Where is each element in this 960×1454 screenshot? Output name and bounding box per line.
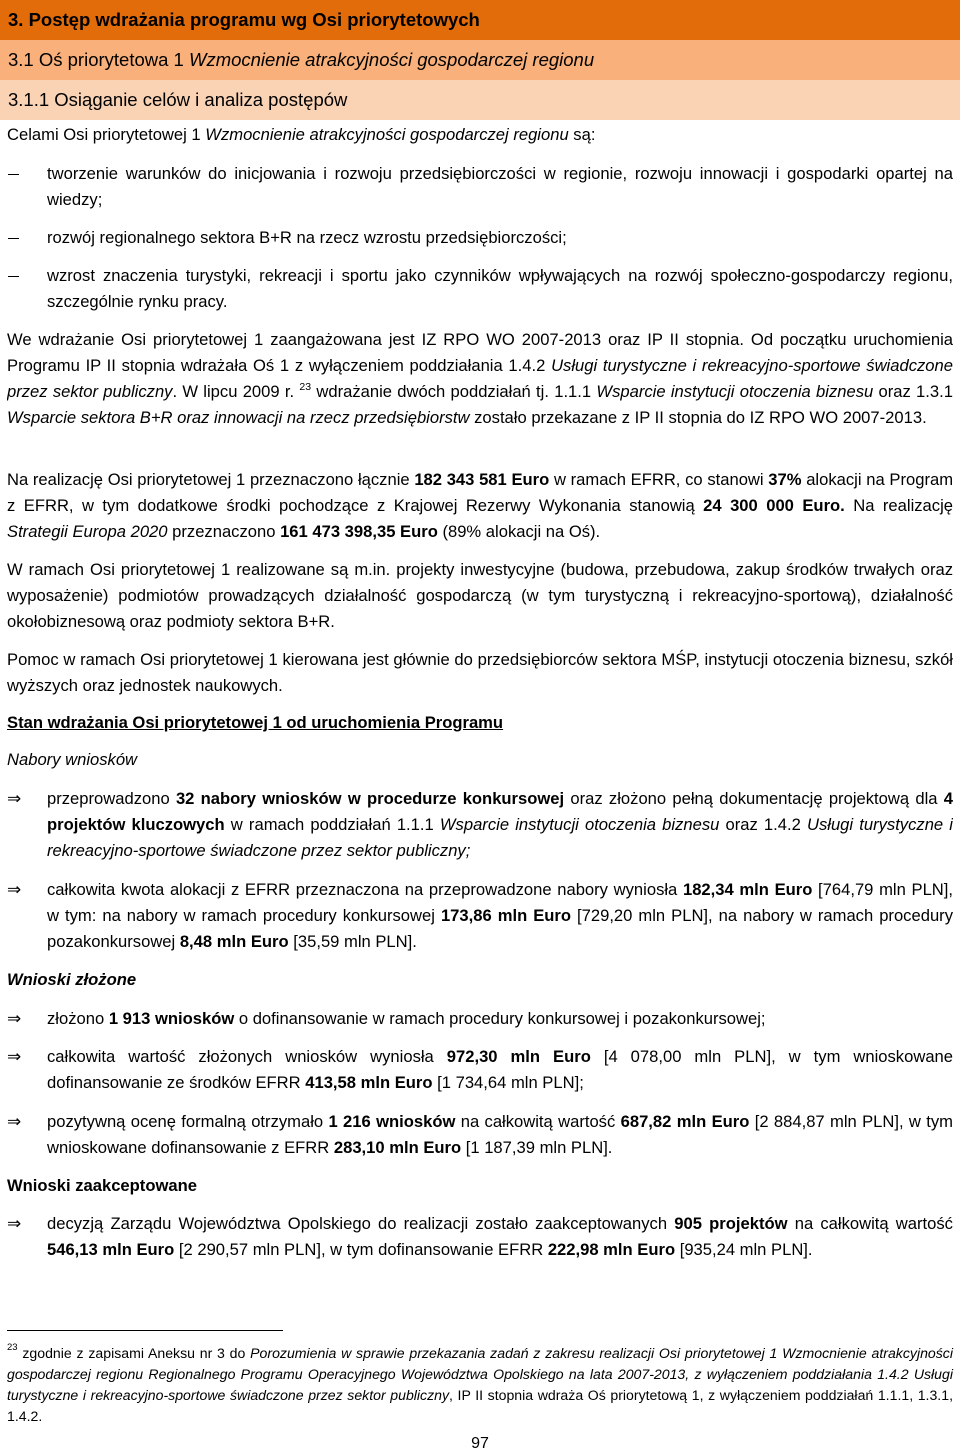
subsection-heading: 3.1.1 Osiąganie celów i analiza postępów (0, 80, 960, 120)
double-arrow-icon: ⇒ (7, 1214, 22, 1234)
paragraph-projects: W ramach Osi priorytetowej 1 realizowane są m.in. projekty inwestycyjne (budowa, przebudowa, zakup środków trwałych oraz wyposażenie) podmiotów prowadzących działalność gospodarczą (w tym turystyczną i rekreacyjno-sportową), działalność okołobiznesową oraz podmioty sektora B+R. (7, 560, 953, 631)
double-arrow-icon: ⇒ (7, 789, 22, 809)
calls-title: Nabory wniosków (7, 750, 138, 769)
calls-item: ⇒ całkowita kwota alokacji z EFRR przeznaczona na przeprowadzone nabory wyniosła 182,34 mln Euro [764,79 mln PLN], w tym: na nabory w ramach procedury konkursowej 173,86 mln Euro [729,20 mln PLN], na nabory w ramach procedury pozakonkursowej 8,48 mln Euro [35,59 mln PLN]. (7, 877, 953, 955)
status-title: Stan wdrażania Osi priorytetowej 1 od uruchomienia Programu (7, 713, 504, 732)
goal-item: tworzenie warunków do inicjowania i rozwoju przedsiębiorczości w regionie, rozwoju innowacji i gospodarki opartej na wiedzy; (47, 164, 953, 209)
footnote: $^{23}$ zgodnie z zapisami Aneksu nr 3 do Porozumienia w sprawie przekazania zadań z zakresu realizacji Osi priorytetowej 1 Wzmocnienie atrakcyjności gospodarczej regionu Regionalnego Programu Operacyjnego Województwa Opolskiego na lata 2007-2013, z wyłączeniem poddziałania 1.4.2 Usługi turystyczne i rekreacyjno-sportowe świadczone przez sektor publiczny, IP II stopnia wdraża Oś priorytetową 1, z wyłączeniem poddziałań 1.1.1, 1.3.1, 1.4.2. (7, 1342, 953, 1424)
accepted-item: ⇒ decyzją Zarządu Województwa Opolskiego do realizacji zostało zaakceptowanych 905 projektów na całkowitą wartość 546,13 mln Euro [2 290,57 mln PLN], w tym dofinansowanie EFRR 222,98 mln Euro [935,24 mln PLN]. (7, 1211, 953, 1263)
section-heading: 3.1 Oś priorytetowa 1 Wzmocnienie atrakcyjności gospodarczej regionu (0, 40, 960, 80)
paragraph-support: Pomoc w ramach Osi priorytetowej 1 kierowana jest głównie do przedsiębiorców sektora MŚP, instytucji otoczenia biznesu, szkół wyższych oraz jednostek naukowych. (7, 650, 953, 695)
paragraph-allocation: Na realizację Osi priorytetowej 1 przeznaczono łącznie 182 343 581 Euro w ramach EFRR, co stanowi 37% alokacji na Program z EFRR, w tym dodatkowe środki pochodzące z Krajowej Rezerwy Wykonania stanowią 24 300 000 Euro. Na realizację Strategii Europa 2020 przeznaczono 161 473 398,35 Euro (89% alokacji na Oś). (7, 470, 953, 541)
goals-intro: Celami Osi priorytetowej 1 Wzmocnienie atrakcyjności gospodarczej regionu są: (7, 125, 596, 144)
calls-item: ⇒ przeprowadzono 32 nabory wniosków w procedurze konkursowej oraz złożono pełną dokumentację projektową dla 4 projektów kluczowych w ramach poddziałań 1.1.1 Wsparcie instytucji otoczenia biznesu oraz 1.4.2 Usługi turystyczne i rekreacyjno-sportowe świadczone przez sektor publiczny; (7, 786, 953, 864)
chapter-heading: 3. Postęp wdrażania programu wg Osi priorytetowych (0, 0, 960, 40)
page-number: 97 (471, 1435, 489, 1452)
double-arrow-icon: ⇒ (7, 1009, 22, 1029)
footnote-separator (7, 1330, 283, 1331)
double-arrow-icon: ⇒ (7, 1047, 22, 1067)
paragraph-involvement: We wdrażanie Osi priorytetowej 1 zaangażowana jest IZ RPO WO 2007-2013 oraz IP II stopnia. Od początku uruchomienia Programu IP II stopnia wdrażała Oś 1 z wyłączeniem poddziałania 1.4.2 Usługi turystyczne i rekreacyjno-sportowe świadczone przez sektor publiczny. W lipcu 2009 r. $^{23}$ wdrażanie dwóch poddziałań tj. 1.1.1 Wsparcie instytucji otoczenia biznesu oraz 1.3.1 Wsparcie sektora B+R oraz innowacji na rzecz przedsiębiorstw zostało przekazane z IP II stopnia do IZ RPO WO 2007-2013. (7, 330, 953, 427)
goal-item: rozwój regionalnego sektora B+R na rzecz wzrostu przedsiębiorczości; (47, 228, 567, 247)
submitted-item: ⇒ złożono 1 913 wniosków o dofinansowanie w ramach procedury konkursowej i pozakonkursowej; (7, 1006, 953, 1032)
double-arrow-icon: ⇒ (7, 880, 22, 900)
accepted-title: Wnioski zaakceptowane (7, 1176, 197, 1195)
submitted-item: ⇒ całkowita wartość złożonych wniosków wyniosła 972,30 mln Euro [4 078,00 mln PLN], w tym wnioskowane dofinansowanie ze środków EFRR 413,58 mln Euro [1 734,64 mln PLN]; (7, 1044, 953, 1096)
goal-item: wzrost znaczenia turystyki, rekreacji i sportu jako czynników wpływających na rozwój społeczno-gospodarczy regionu, szczególnie rynku pracy. (47, 266, 953, 311)
submitted-item: ⇒ pozytywną ocenę formalną otrzymało 1 216 wniosków na całkowitą wartość 687,82 mln Euro [2 884,87 mln PLN], w tym wnioskowane dofinansowanie z EFRR 283,10 mln Euro [1 187,39 mln PLN]. (7, 1109, 953, 1161)
submitted-title: Wnioski złożone (7, 970, 137, 989)
double-arrow-icon: ⇒ (7, 1112, 22, 1132)
